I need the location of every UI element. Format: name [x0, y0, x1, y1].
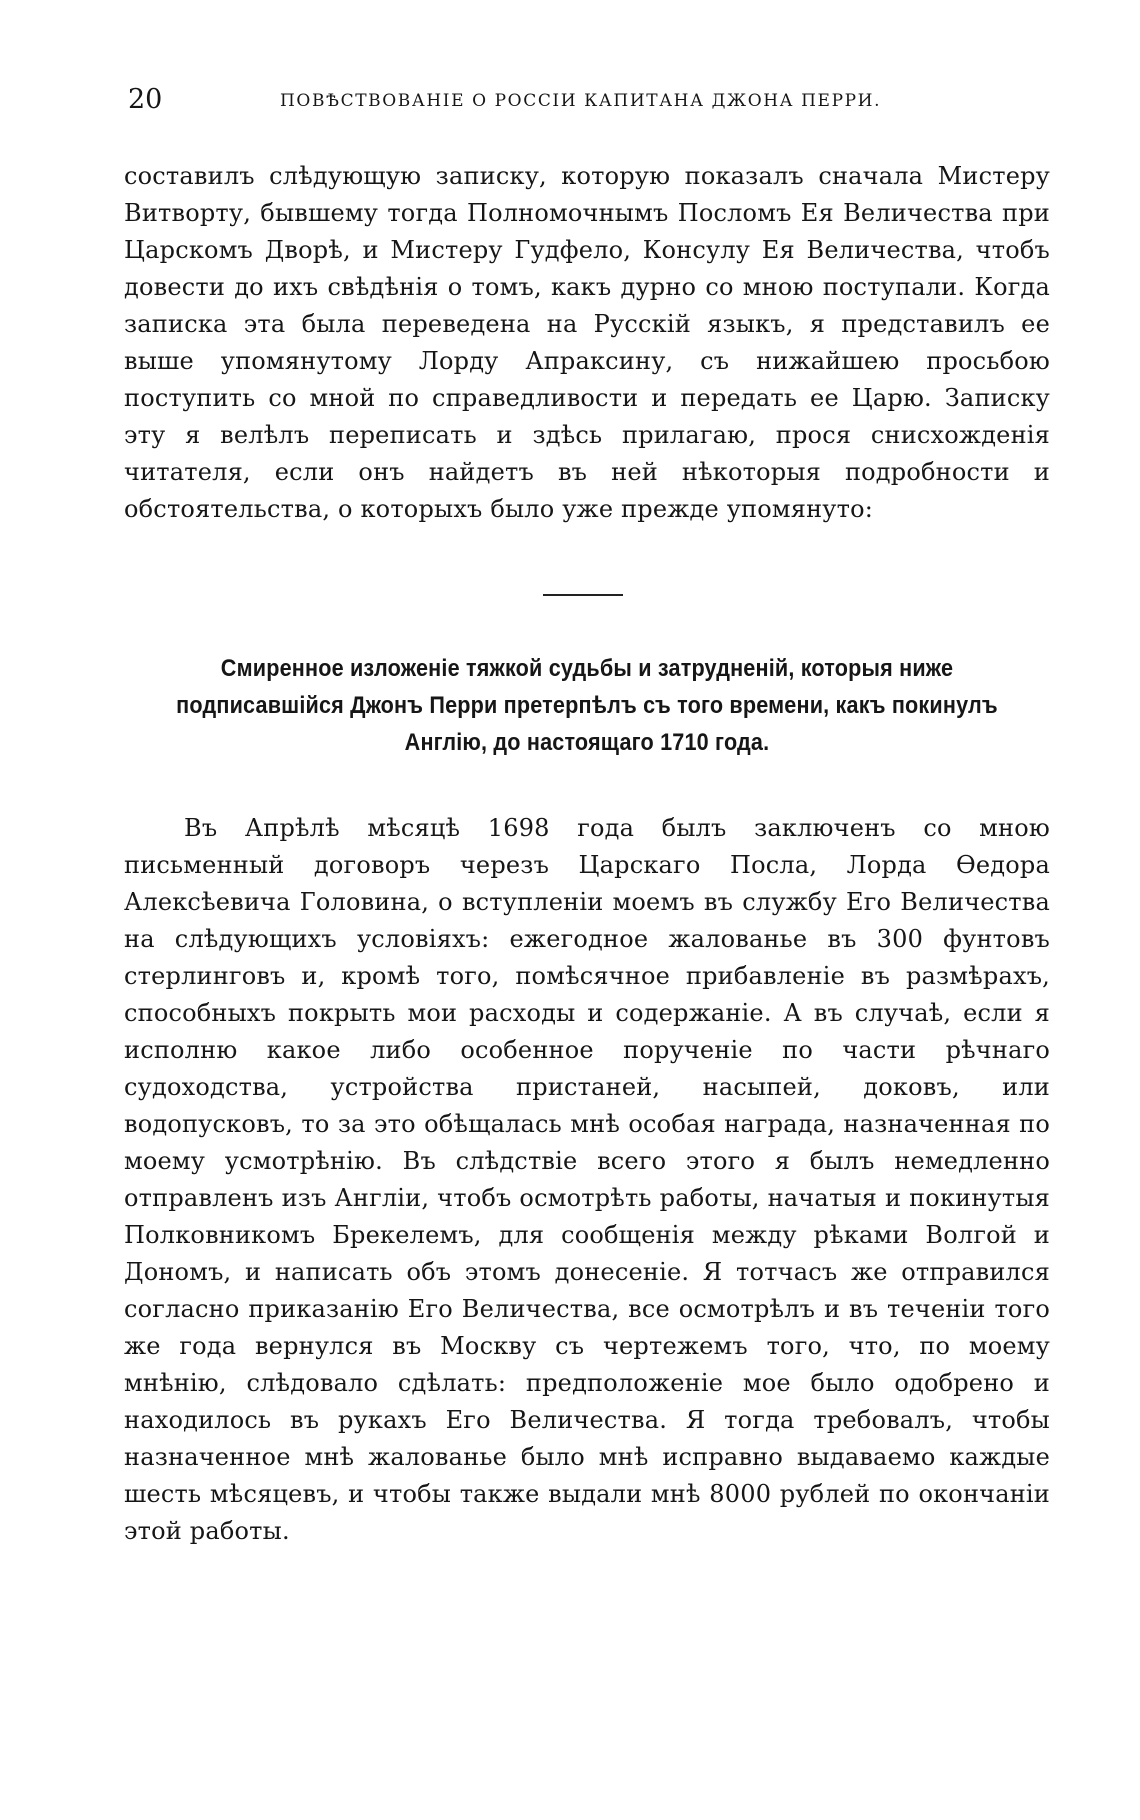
section-heading: Смиренное изложеніе тяжкой судьбы и затрудненій, которыя ниже подписавшійся Джонъ Перри претерпѣлъ съ того времени, какъ покинулъ Англію, до настоящаго 1710 года.	[176, 655, 998, 756]
intro-paragraph: составилъ слѣдующую записку, которую показалъ сначала Мистеру Витворту, бывшему тогда Полномочнымъ Посломъ Ея Величества при Царскомъ Дворѣ, и Мистеру Гудфело, Консулу Ея Величества, чтобъ довести до ихъ свѣдѣнія о томъ, какъ дурно со мною поступали. Когда записка эта была переведена на Русскій языкъ, я представилъ ее выше упомянутому Лорду Апраксину, съ нижайшею просьбою поступить со мной по справедливости и передать ее Царю. Записку эту я велѣлъ переписать и здѣсь прилагаю, прося снисхожденія читателя, если онъ найдетъ въ ней нѣкоторыя подробности и обстоятельства, о которыхъ было уже прежде упомянуто:	[124, 162, 1050, 523]
section-divider	[543, 594, 623, 596]
main-paragraph: Въ Апрѣлѣ мѣсяцѣ 1698 года былъ заключенъ со мною письменный договоръ черезъ Царскаго Посла, Лорда Ѳедора Алексѣевича Головина, о вступленіи моемъ въ службу Его Величества на слѣдующихъ условіяхъ: ежегодное жалованье въ 300 фунтовъ стерлинговъ и, кромѣ того, помѣсячное прибавленіе въ размѣрахъ, способныхъ покрыть мои расходы и содержаніе. А въ случаѣ, если я исполню какое либо особенное порученіе по части рѣчнаго судоходства, устройства пристаней, насыпей, доковъ, или водопусковъ, то за это обѣщалась мнѣ особая награда, назначенная по моему усмотрѣнію. Въ слѣдствіе всего этого я былъ немедленно отправленъ изъ Англіи, чтобъ осмотрѣть работы, начатыя и покинутыя Полковникомъ Брекелемъ, для сообщенія между рѣками Волгой и Дономъ, и написать объ этомъ донесеніе. Я тотчасъ же отправился согласно приказанію Его Величества, все осмотрѣлъ и въ теченіи того же года вернулся въ Москву съ чертежемъ того, что, по моему мнѣнію, слѣдовало сдѣлать: предположеніе мое было одобрено и находилось въ рукахъ Его Величества. Я тогда требовалъ, чтобы назначенное мнѣ жалованье было мнѣ исправно выдаваемо каждые шесть мѣсяцевъ, и чтобы также выдали мнѣ 8000 рублей по окончаніи этой работы.	[124, 814, 1050, 1545]
page-header	[128, 80, 978, 120]
running-title: ПОВѢСТВОВАНІЕ О РОССІИ КАПИТАНА ДЖОНА ПЕРРИ.	[280, 91, 882, 111]
page-number: 20	[128, 84, 163, 115]
